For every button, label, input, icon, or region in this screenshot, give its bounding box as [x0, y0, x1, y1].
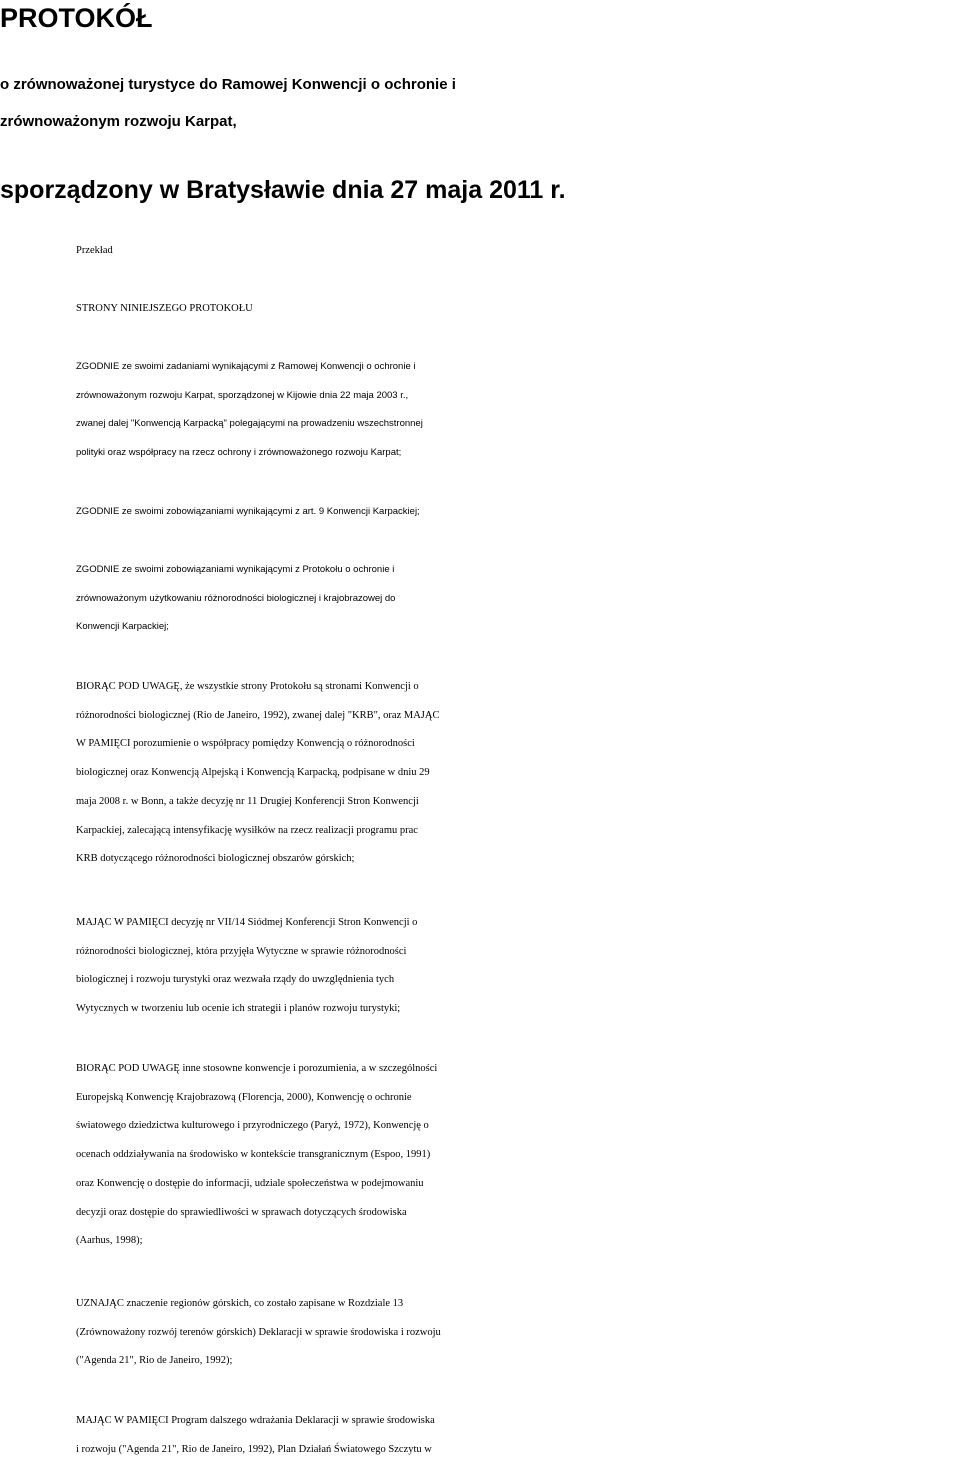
paragraph-line: oraz Konwencję o dostępie do informacji, udziale społeczeństwa w podejmowaniu	[76, 1177, 424, 1189]
paragraph-line: Konwencji Karpackiej;	[76, 621, 169, 633]
paragraph-line: W PAMIĘCI porozumienie o współpracy pomiędzy Konwencją o różnorodności	[76, 738, 415, 750]
document-title: PROTOKÓŁ	[0, 3, 153, 33]
paragraph-line: zwanej dalej "Konwencją Karpacką" polegającymi na prowadzeniu wszechstronnej	[76, 418, 423, 430]
paragraph-line: Wytycznych w tworzeniu lub ocenie ich strategii i planów rozwoju turystyki;	[76, 1003, 401, 1015]
preamble-paragraph	[76, 673, 960, 874]
paragraph-line: (Aarhus, 1998);	[76, 1235, 143, 1247]
paragraph-line: i rozwoju ("Agenda 21", Rio de Janeiro, 1992), Plan Działań Światowego Szczytu w	[76, 1443, 432, 1455]
paragraph-line: MAJĄC W PAMIĘCI Program dalszego wdrażania Deklaracji w sprawie środowiska	[76, 1415, 435, 1426]
preamble-paragraph	[76, 1407, 960, 1464]
paragraph-line: maja 2008 r. w Bonn, a także decyzję nr 11 Drugiej Konferencji Stron Konwencji	[76, 795, 419, 807]
preamble-paragraph	[76, 353, 960, 468]
paragraph-line: różnorodności biologicznej, która przyjęła Wytyczne w sprawie różnorodności	[76, 945, 407, 957]
paragraph-line: biologicznej i rozwoju turystyki oraz wezwała rządy do uwzględnienia tych	[76, 974, 395, 986]
preamble-paragraph	[76, 556, 960, 642]
paragraph-line: zrównoważonym użytkowaniu różnorodności biologicznej i krajobrazowej do	[76, 592, 396, 604]
document-subtitle	[0, 66, 960, 140]
paragraph-line: polityki oraz współpracy na rzecz ochrony i zrównoważonego rozwoju Karpat;	[76, 447, 402, 459]
paragraph-line: ZGODNIE ze swoimi zadaniami wynikającymi z Ramowej Konwencji o ochronie i	[76, 361, 416, 372]
paragraph-line: KRB dotyczącego różnorodności biologicznej obszarów górskich;	[76, 853, 355, 865]
paragraph-line: ZGODNIE ze swoimi zobowiązaniami wynikającymi z art. 9 Konwencji Karpackiej;	[76, 506, 420, 517]
paragraph-line: ZGODNIE ze swoimi zobowiązaniami wynikającymi z Protokołu o ochronie i	[76, 564, 395, 575]
paragraph-line: BIORĄC POD UWAGĘ inne stosowne konwencje i porozumienia, a w szczególności	[76, 1063, 438, 1074]
paragraph-line: Europejską Konwencję Krajobrazową (Florencja, 2000), Konwencję o ochronie	[76, 1091, 412, 1103]
paragraph-line: światowego dziedzictwa kulturowego i przyrodniczego (Paryż, 1972), Konwencję o	[76, 1120, 429, 1132]
paragraph-line: ocenach oddziaływania na środowisko w kontekście transgranicznym (Espoo, 1991)	[76, 1149, 431, 1161]
paragraph-line: decyzji oraz dostępie do sprawiedliwości w sprawach dotyczących środowiska	[76, 1206, 407, 1218]
paragraph-line: różnorodności biologicznej (Rio de Janeiro, 1992), zwanej dalej "KRB", oraz MAJĄC	[76, 709, 440, 721]
subtitle-line: o zrównoważonej turystyce do Ramowej Konwencji o ochronie i	[0, 76, 456, 93]
preamble-paragraph	[76, 909, 960, 1024]
subtitle-line: zrównoważonym rozwoju Karpat,	[0, 113, 237, 130]
translation-note: Przekład	[76, 245, 113, 256]
parties-heading: STRONY NINIEJSZEGO PROTOKOŁU	[76, 303, 253, 314]
paragraph-line: UZNAJĄC znaczenie regionów górskich, co zostało zapisane w Rozdziale 13	[76, 1298, 404, 1309]
paragraph-line: ("Agenda 21", Rio de Janeiro, 1992);	[76, 1355, 233, 1367]
preamble-paragraph	[76, 498, 960, 527]
paragraph-line: Karpackiej, zalecającą intensyfikację wysiłków na rzecz realizacji programu prac	[76, 824, 418, 836]
paragraph-line: MAJĄC W PAMIĘCI decyzję nr VII/14 Siódmej Konferencji Stron Konwencji o	[76, 917, 418, 928]
preamble-paragraph	[76, 1290, 960, 1376]
paragraph-line: (Zrównoważony rozwój terenów górskich) Deklaracji w sprawie środowiska i rozwoju	[76, 1326, 441, 1338]
paragraph-line: BIORĄC POD UWAGĘ, że wszystkie strony Protokołu są stronami Konwencji o	[76, 681, 419, 692]
paragraph-line: zrównoważonym rozwoju Karpat, sporządzonej w Kijowie dnia 22 maja 2003 r.,	[76, 389, 409, 401]
signing-date-line: sporządzony w Bratysławie dnia 27 maja 2011 r.	[0, 176, 566, 204]
preamble-paragraph	[76, 1055, 960, 1256]
paragraph-line: biologicznej oraz Konwencją Alpejską i Konwencją Karpacką, podpisane w dniu 29	[76, 767, 430, 779]
